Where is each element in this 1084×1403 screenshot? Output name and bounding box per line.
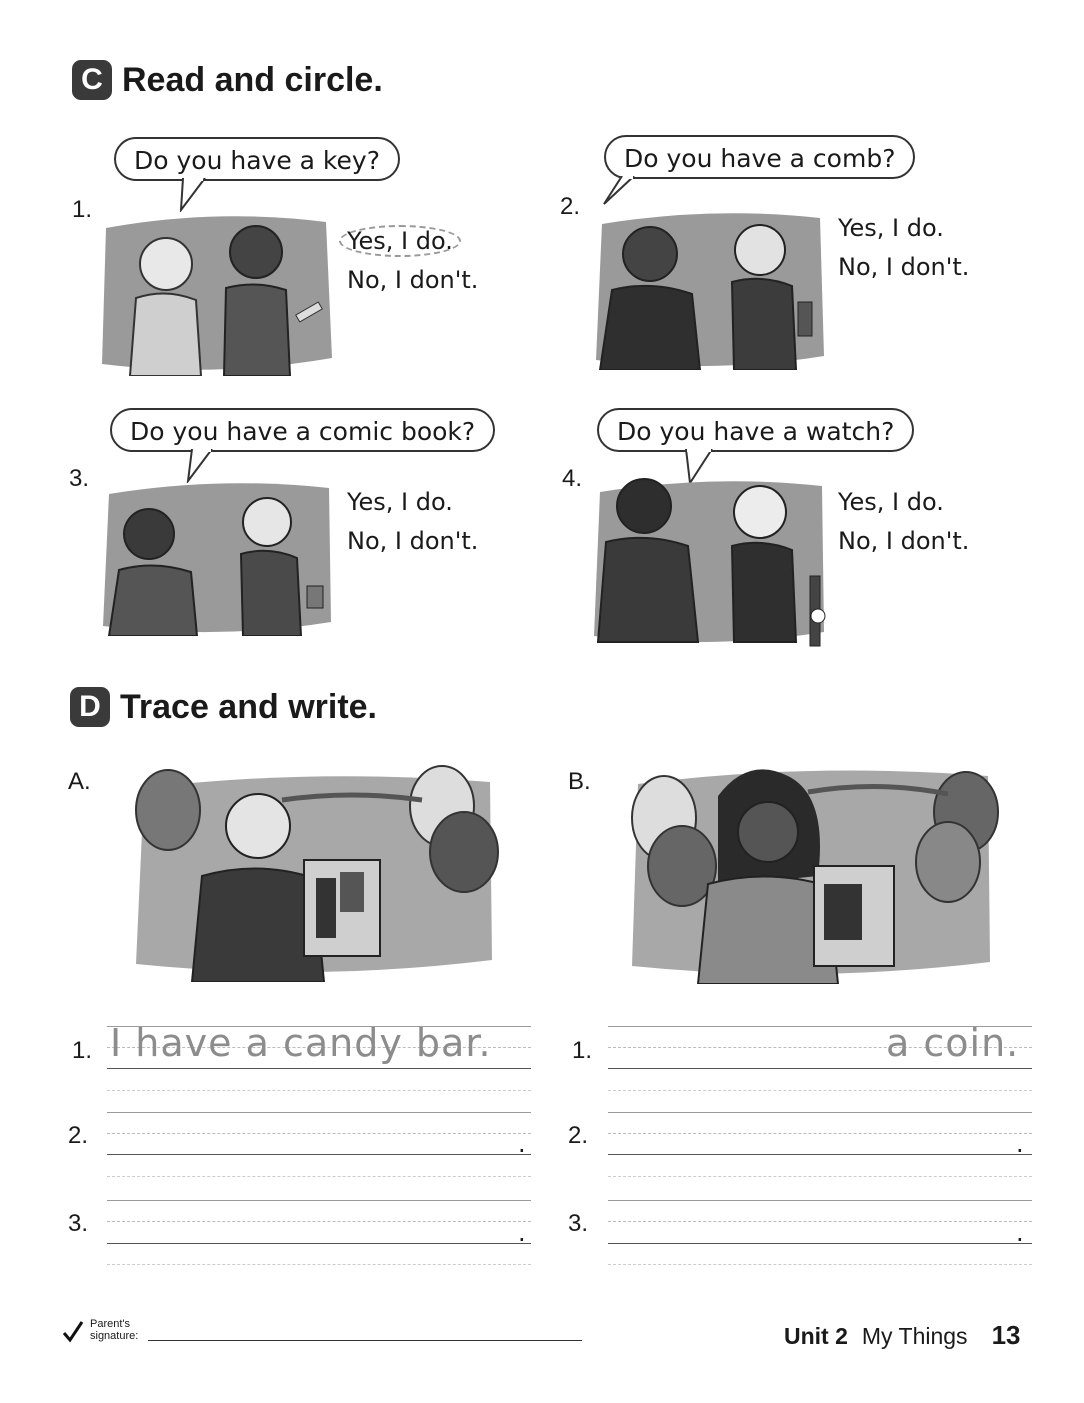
line-a1-number: 1. xyxy=(72,1037,93,1064)
item-1-answers xyxy=(347,222,478,300)
item-4-no-answer[interactable]: No, I don't. xyxy=(838,527,970,555)
item-3-number: 3. xyxy=(69,465,90,492)
item-2-yes-answer[interactable]: Yes, I do. xyxy=(838,214,944,242)
picture-b-illustration xyxy=(628,756,1000,984)
line-b1-number: 1. xyxy=(572,1037,593,1064)
item-3-answers xyxy=(347,483,478,561)
item-4-yes-answer[interactable]: Yes, I do. xyxy=(838,488,944,516)
item-1-yes-answer[interactable]: Yes, I do. xyxy=(339,225,461,257)
page-number: 13 xyxy=(991,1320,1021,1350)
section-d-title xyxy=(70,687,377,727)
section-c-heading: Read and circle. xyxy=(122,60,383,99)
line-b2-period: . xyxy=(1016,1130,1024,1158)
line-a3-writing-area[interactable] xyxy=(107,1204,517,1242)
picture-a-illustration xyxy=(132,760,500,982)
item-4-number: 4. xyxy=(562,465,583,492)
line-b3-writing-area[interactable] xyxy=(608,1204,1012,1242)
page-footer xyxy=(784,1320,1020,1351)
line-a3-period: . xyxy=(518,1219,526,1247)
parent-signature-line[interactable] xyxy=(148,1340,582,1341)
item-3-no-answer[interactable]: No, I don't. xyxy=(347,527,479,555)
line-a2-period: . xyxy=(518,1130,526,1158)
parent-signature-label: Parent's signature: xyxy=(90,1318,139,1342)
scene-1-illustration xyxy=(96,208,336,376)
section-c-title xyxy=(72,60,383,100)
item-4-answers xyxy=(838,483,969,561)
line-b3-period: . xyxy=(1016,1219,1024,1247)
speech-tail-icon xyxy=(598,176,638,206)
line-a2-number: 2. xyxy=(68,1122,89,1149)
item-2-number: 2. xyxy=(560,193,581,220)
item-1-question-bubble: Do you have a key? xyxy=(114,137,400,181)
picture-a-label: A. xyxy=(68,768,91,795)
speech-tail-icon xyxy=(175,178,215,212)
unit-label: Unit 2 xyxy=(784,1323,848,1349)
unit-title: My Things xyxy=(861,1323,968,1349)
line-a1-trace-text[interactable]: I have a candy bar. xyxy=(110,1021,492,1065)
item-2-no-answer[interactable]: No, I don't. xyxy=(838,253,970,281)
section-c-badge: C xyxy=(72,60,112,100)
item-3-question-bubble: Do you have a comic book? xyxy=(110,408,495,452)
check-icon xyxy=(62,1320,84,1344)
item-2-question-bubble: Do you have a comb? xyxy=(604,135,915,179)
line-a3-number: 3. xyxy=(68,1210,89,1237)
line-b2-number: 2. xyxy=(568,1122,589,1149)
scene-3-illustration xyxy=(99,476,335,636)
line-b3-number: 3. xyxy=(568,1210,589,1237)
section-d-heading: Trace and write. xyxy=(120,687,377,726)
item-2-answers xyxy=(838,209,969,287)
line-b1-writing-area[interactable] xyxy=(608,1030,878,1068)
scene-4-illustration xyxy=(592,472,832,650)
line-b2-writing-area[interactable] xyxy=(608,1116,1012,1154)
section-d-badge: D xyxy=(70,687,110,727)
picture-b-label: B. xyxy=(568,768,591,795)
item-4-question-bubble: Do you have a watch? xyxy=(597,408,914,452)
item-1-no-answer[interactable]: No, I don't. xyxy=(347,266,479,294)
line-a2-writing-area[interactable] xyxy=(107,1116,517,1154)
item-1-number: 1. xyxy=(72,196,93,223)
scene-2-illustration xyxy=(592,206,828,370)
line-b1-trace-text[interactable]: a coin. xyxy=(886,1021,1020,1065)
item-3-yes-answer[interactable]: Yes, I do. xyxy=(347,488,453,516)
